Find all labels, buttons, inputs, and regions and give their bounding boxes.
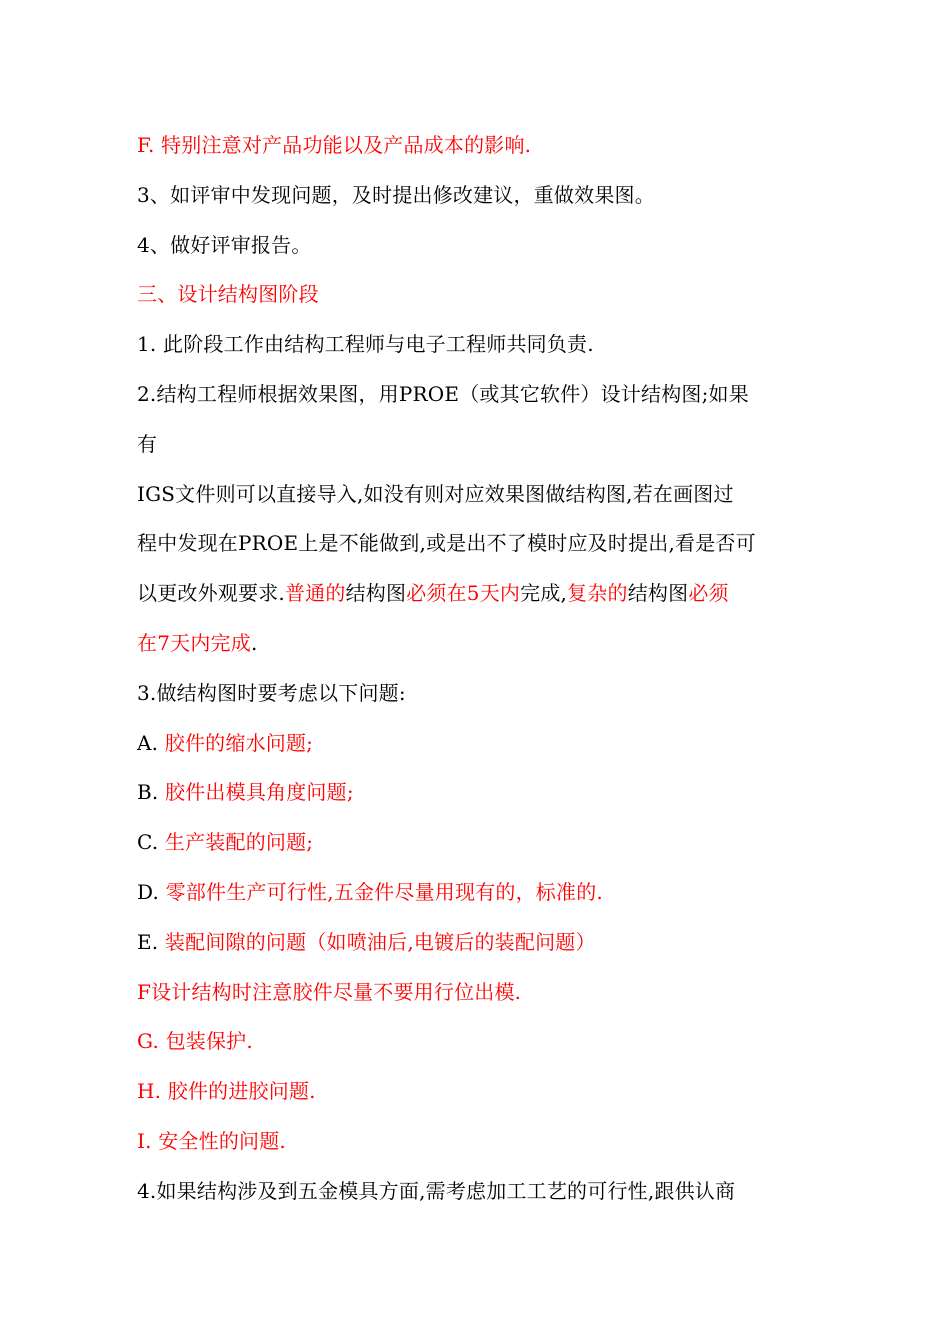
text-line <box>137 1117 827 1167</box>
text-segment: 必须 <box>688 581 729 606</box>
text-segment: 1. 此阶段工作由结构工程师与电子工程师共同负责. <box>137 332 594 357</box>
text-segment: 必须在5天内 <box>406 581 521 606</box>
text-segment: IGS文件则可以直接导入,如没有则对应效果图做结构图,若在画图过 <box>137 481 734 506</box>
text-line <box>137 470 827 520</box>
text-line <box>137 968 827 1018</box>
text-line <box>137 768 827 818</box>
text-segment: A. <box>137 730 165 755</box>
text-segment: 在7天内完成 <box>137 630 251 655</box>
text-segment: 零部件生产可行性,五金件尽量用现有的，标准的. <box>165 879 603 904</box>
text-line <box>137 420 827 470</box>
text-segment: 2.结构工程师根据效果图，用PROE（或其它软件）设计结构图;如果 <box>137 381 749 406</box>
text-line <box>137 918 827 968</box>
text-line <box>137 171 827 221</box>
text-segment: 胶件的缩水问题; <box>164 730 314 755</box>
text-segment: 结构图 <box>627 581 689 606</box>
text-segment: 3、如评审中发现问题，及时提出修改建议，重做效果图。 <box>137 182 655 207</box>
text-segment: I. 安全性的问题. <box>137 1128 286 1153</box>
text-segment: . <box>250 630 258 655</box>
text-line <box>137 320 827 370</box>
text-line <box>137 1017 827 1067</box>
text-segment: 以更改外观要求. <box>137 581 285 606</box>
text-segment: D. <box>137 879 166 904</box>
text-segment: E. <box>137 929 165 954</box>
text-segment: 3.做结构图时要考虑以下问题: <box>137 680 406 705</box>
text-line <box>137 868 827 918</box>
text-segment: H. 胶件的进胶问题. <box>137 1079 316 1104</box>
text-line <box>137 221 827 271</box>
text-segment: 复杂的 <box>567 581 628 606</box>
text-segment: 4、做好评审报告。 <box>137 232 312 257</box>
text-line <box>137 569 827 619</box>
text-segment: F设计结构时注意胶件尽量不要用行位出模. <box>137 979 522 1004</box>
text-segment: 装配间隙的问题（如喷油后,电镀后的装配问题） <box>164 929 596 954</box>
text-line <box>137 270 827 320</box>
text-segment: F. 特别注意对产品功能以及产品成本的影响. <box>137 133 532 157</box>
text-segment: 三、设计结构图阶段 <box>137 282 319 307</box>
text-segment: 4.如果结构涉及到五金模具方面,需考虑加工工艺的可行性,跟供认商 <box>137 1178 736 1203</box>
text-line <box>137 519 827 569</box>
text-segment: 胶件出模具角度问题; <box>165 780 354 805</box>
text-line <box>137 669 827 719</box>
text-segment: 结构图 <box>345 581 407 606</box>
text-segment: 生产装配的问题; <box>164 830 314 855</box>
text-line <box>137 619 827 669</box>
text-segment: G. 包装保护. <box>137 1029 253 1054</box>
text-line <box>137 370 827 420</box>
text-segment: 普通的 <box>284 581 346 606</box>
document-page <box>137 121 827 1217</box>
text-line <box>137 719 827 769</box>
text-line <box>137 1167 827 1217</box>
text-segment: C. <box>137 830 165 855</box>
text-segment: 完成, <box>520 581 568 606</box>
text-line <box>137 818 827 868</box>
text-segment: B. <box>137 780 166 805</box>
text-line <box>137 1067 827 1117</box>
text-line <box>137 121 827 171</box>
text-segment: 有 <box>137 431 158 456</box>
text-segment: 程中发现在PROE上是不能做到,或是出不了模时应及时提出,看是否可 <box>137 531 756 556</box>
